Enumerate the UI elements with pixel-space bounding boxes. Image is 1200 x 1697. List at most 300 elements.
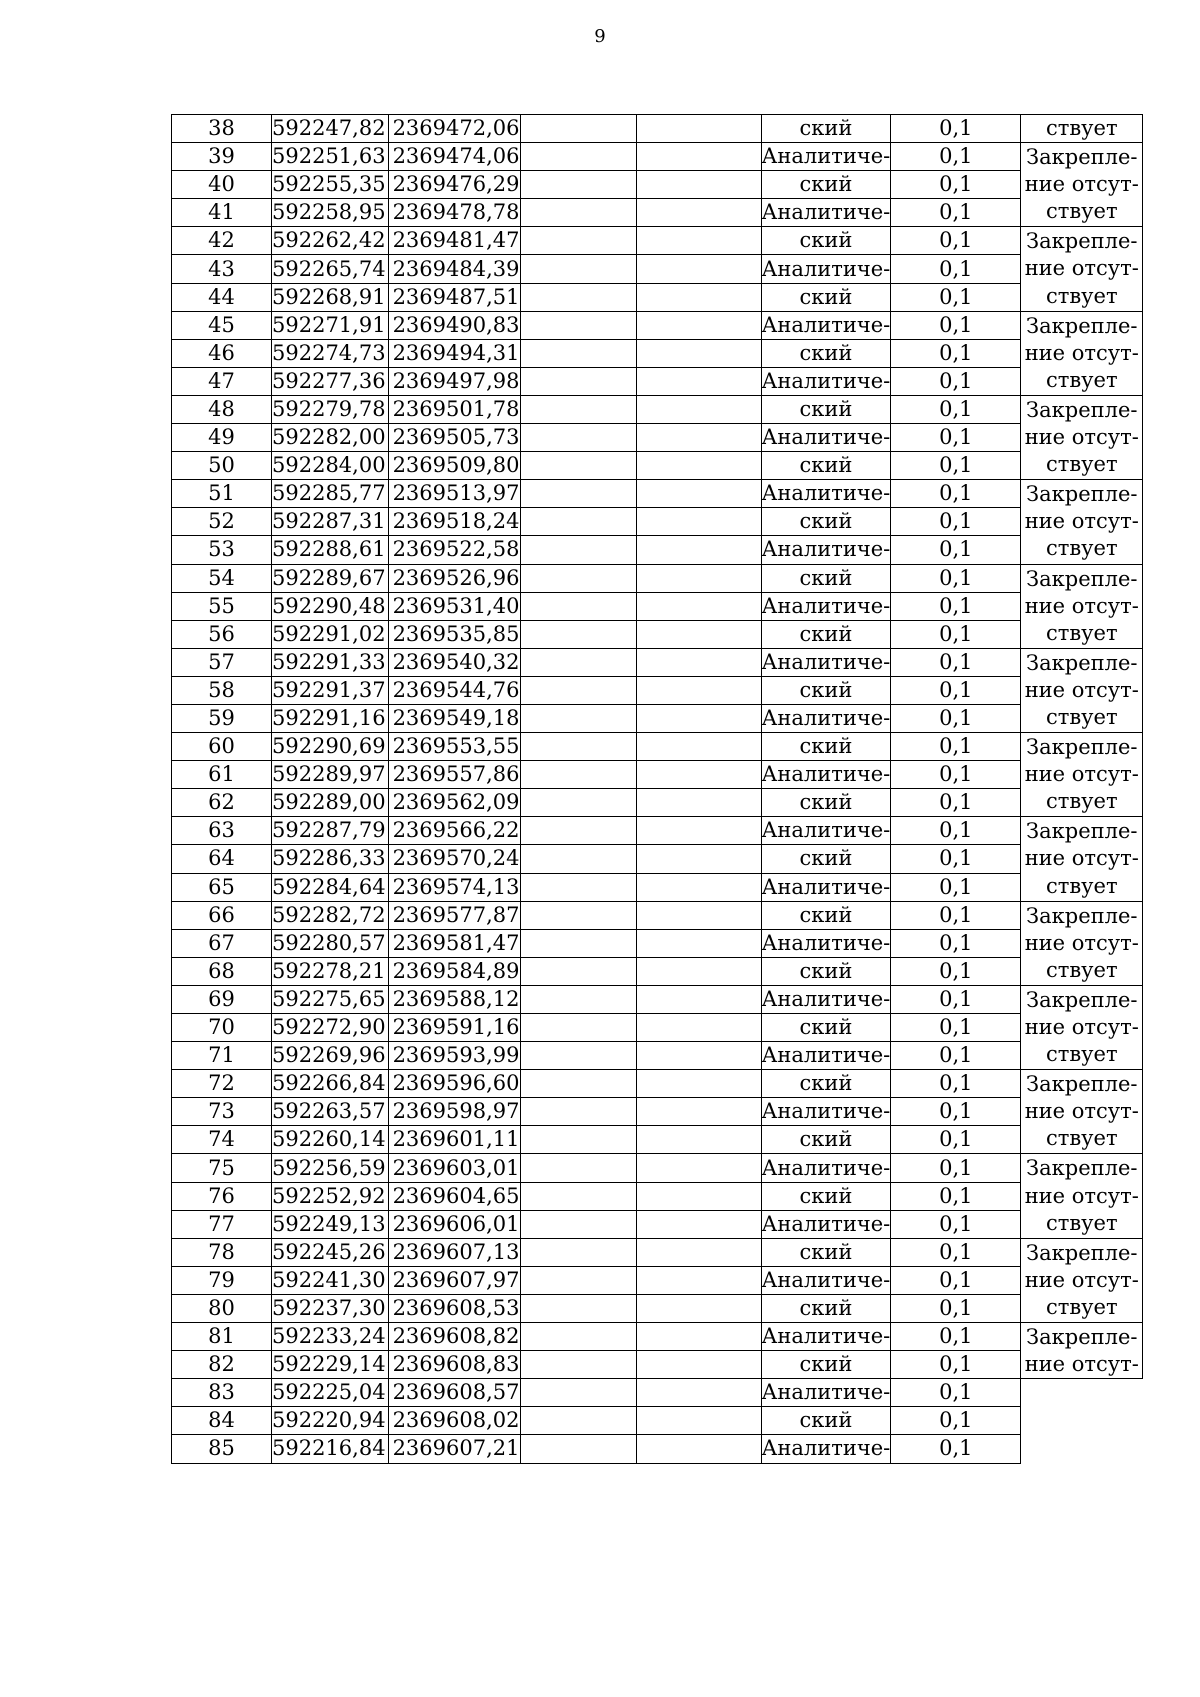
y-coordinate-cell: 2369505,73	[388, 424, 520, 452]
accuracy-cell: 0,1	[891, 1210, 1021, 1238]
x-coordinate-cell: 592247,82	[272, 115, 389, 143]
x-coordinate-cell: 592265,74	[272, 255, 389, 283]
table-row	[172, 929, 1143, 957]
accuracy-cell: 0,1	[891, 620, 1021, 648]
x-coordinate-cell: 592282,00	[272, 424, 389, 452]
x-coordinate-cell: 592280,57	[272, 929, 389, 957]
x-coordinate-cell: 592241,30	[272, 1266, 389, 1294]
y-coordinate-cell: 2369607,13	[388, 1238, 520, 1266]
method-cell: ский	[761, 733, 891, 761]
y-coordinate-cell: 2369494,31	[388, 339, 520, 367]
empty-cell-1	[520, 704, 636, 732]
y-coordinate-cell: 2369603,01	[388, 1154, 520, 1182]
x-coordinate-cell: 592289,00	[272, 789, 389, 817]
x-coordinate-cell: 592279,78	[272, 395, 389, 423]
empty-cell-2	[636, 929, 761, 957]
method-cell: ский	[761, 1070, 891, 1098]
table-row	[172, 339, 1143, 367]
method-cell: ский	[761, 1351, 891, 1379]
point-number-cell: 83	[172, 1379, 272, 1407]
method-cell: ский	[761, 845, 891, 873]
method-cell: ский	[761, 227, 891, 255]
empty-cell-2	[636, 1098, 761, 1126]
accuracy-cell: 0,1	[891, 1379, 1021, 1407]
accuracy-cell: 0,1	[891, 424, 1021, 452]
accuracy-cell: 0,1	[891, 676, 1021, 704]
empty-cell-2	[636, 1126, 761, 1154]
fixing-text-line: Закрепле-	[1026, 229, 1138, 254]
point-number-cell: 81	[172, 1323, 272, 1351]
fixing-text-line: ние отсут-	[1024, 593, 1139, 618]
table-row	[172, 985, 1143, 1013]
accuracy-cell: 0,1	[891, 1407, 1021, 1435]
table-row	[172, 1266, 1143, 1294]
accuracy-cell: 0,1	[891, 704, 1021, 732]
y-coordinate-cell: 2369581,47	[388, 929, 520, 957]
table-row	[172, 873, 1143, 901]
y-coordinate-cell: 2369570,24	[388, 845, 520, 873]
method-cell: Аналитиче-	[761, 199, 891, 227]
x-coordinate-cell: 592287,31	[272, 508, 389, 536]
y-coordinate-cell: 2369607,97	[388, 1266, 520, 1294]
fixing-cell	[1021, 901, 1143, 985]
point-number-cell: 71	[172, 1042, 272, 1070]
accuracy-cell: 0,1	[891, 255, 1021, 283]
point-number-cell: 74	[172, 1126, 272, 1154]
fixing-text-line: ствует	[1045, 1126, 1118, 1151]
empty-cell-2	[636, 1238, 761, 1266]
point-number-cell: 51	[172, 480, 272, 508]
table-row	[172, 143, 1143, 171]
table-row	[172, 704, 1143, 732]
accuracy-cell: 0,1	[891, 1351, 1021, 1379]
empty-cell-1	[520, 1294, 636, 1322]
method-cell: Аналитиче-	[761, 1098, 891, 1126]
fixing-cell	[1021, 1154, 1143, 1238]
method-cell: Аналитиче-	[761, 592, 891, 620]
y-coordinate-cell: 2369593,99	[388, 1042, 520, 1070]
table-row	[172, 564, 1143, 592]
method-cell: Аналитиче-	[761, 480, 891, 508]
fixing-text-line: Закрепле-	[1026, 566, 1138, 591]
table-row	[172, 845, 1143, 873]
empty-cell-2	[636, 564, 761, 592]
x-coordinate-cell: 592263,57	[272, 1098, 389, 1126]
empty-cell-2	[636, 704, 761, 732]
fixing-text-line: ние отсут-	[1024, 425, 1139, 450]
empty-cell-1	[520, 648, 636, 676]
fixing-text-line: ствует	[1045, 452, 1118, 477]
fixing-text-line: Закрепле-	[1026, 145, 1138, 170]
empty-cell-2	[636, 620, 761, 648]
empty-cell-1	[520, 817, 636, 845]
fixing-text-line: ние отсут-	[1024, 172, 1139, 197]
table-row	[172, 1435, 1143, 1463]
table-row	[172, 395, 1143, 423]
y-coordinate-cell: 2369540,32	[388, 648, 520, 676]
empty-cell-1	[520, 1014, 636, 1042]
empty-cell-1	[520, 171, 636, 199]
y-coordinate-cell: 2369518,24	[388, 508, 520, 536]
empty-cell-1	[520, 1238, 636, 1266]
empty-cell-1	[520, 1407, 636, 1435]
method-cell: ский	[761, 1294, 891, 1322]
empty-cell-2	[636, 985, 761, 1013]
empty-cell-1	[520, 1351, 636, 1379]
table-row	[172, 1210, 1143, 1238]
table-row	[172, 817, 1143, 845]
method-cell: Аналитиче-	[761, 424, 891, 452]
y-coordinate-cell: 2369531,40	[388, 592, 520, 620]
empty-cell-1	[520, 564, 636, 592]
empty-cell-1	[520, 1210, 636, 1238]
accuracy-cell: 0,1	[891, 115, 1021, 143]
y-coordinate-cell: 2369522,58	[388, 536, 520, 564]
empty-cell-2	[636, 452, 761, 480]
x-coordinate-cell: 592277,36	[272, 367, 389, 395]
empty-cell-2	[636, 789, 761, 817]
fixing-text-line: ствует	[1045, 1210, 1118, 1235]
table-row	[172, 255, 1143, 283]
fixing-text-line: ние отсут-	[1024, 340, 1139, 365]
point-number-cell: 68	[172, 957, 272, 985]
fixing-text-line: ствует	[1045, 620, 1118, 645]
method-cell: ский	[761, 620, 891, 648]
accuracy-cell: 0,1	[891, 1126, 1021, 1154]
fixing-text-line: Закрепле-	[1026, 987, 1138, 1012]
y-coordinate-cell: 2369478,78	[388, 199, 520, 227]
empty-cell-2	[636, 367, 761, 395]
y-coordinate-cell: 2369608,83	[388, 1351, 520, 1379]
accuracy-cell: 0,1	[891, 564, 1021, 592]
method-cell: Аналитиче-	[761, 367, 891, 395]
x-coordinate-cell: 592288,61	[272, 536, 389, 564]
table-row	[172, 1126, 1143, 1154]
empty-cell-2	[636, 873, 761, 901]
empty-cell-2	[636, 199, 761, 227]
table-row	[172, 789, 1143, 817]
x-coordinate-cell: 592291,37	[272, 676, 389, 704]
point-number-cell: 54	[172, 564, 272, 592]
point-number-cell: 38	[172, 115, 272, 143]
point-number-cell: 43	[172, 255, 272, 283]
table-row	[172, 592, 1143, 620]
accuracy-cell: 0,1	[891, 508, 1021, 536]
point-number-cell: 75	[172, 1154, 272, 1182]
empty-cell-2	[636, 171, 761, 199]
method-cell: ский	[761, 508, 891, 536]
method-cell: Аналитиче-	[761, 1154, 891, 1182]
table-row	[172, 1323, 1143, 1351]
accuracy-cell: 0,1	[891, 480, 1021, 508]
x-coordinate-cell: 592269,96	[272, 1042, 389, 1070]
fixing-cell	[1021, 311, 1143, 395]
x-coordinate-cell: 592291,02	[272, 620, 389, 648]
fixing-text-line: Закрепле-	[1026, 313, 1138, 338]
point-number-cell: 79	[172, 1266, 272, 1294]
method-cell: Аналитиче-	[761, 648, 891, 676]
empty-cell-1	[520, 985, 636, 1013]
empty-cell-1	[520, 1098, 636, 1126]
y-coordinate-cell: 2369608,57	[388, 1379, 520, 1407]
method-cell: Аналитиче-	[761, 1210, 891, 1238]
method-cell: Аналитиче-	[761, 985, 891, 1013]
accuracy-cell: 0,1	[891, 1294, 1021, 1322]
table-row	[172, 1351, 1143, 1379]
table-row	[172, 901, 1143, 929]
table-row	[172, 311, 1143, 339]
empty-cell-1	[520, 929, 636, 957]
method-cell: Аналитиче-	[761, 817, 891, 845]
accuracy-cell: 0,1	[891, 395, 1021, 423]
accuracy-cell: 0,1	[891, 1435, 1021, 1463]
empty-cell-1	[520, 395, 636, 423]
empty-cell-2	[636, 508, 761, 536]
empty-cell-2	[636, 761, 761, 789]
y-coordinate-cell: 2369484,39	[388, 255, 520, 283]
accuracy-cell: 0,1	[891, 283, 1021, 311]
table-row	[172, 1182, 1143, 1210]
x-coordinate-cell: 592258,95	[272, 199, 389, 227]
empty-cell-1	[520, 957, 636, 985]
empty-cell-1	[520, 592, 636, 620]
empty-cell-2	[636, 957, 761, 985]
empty-cell-2	[636, 592, 761, 620]
point-number-cell: 56	[172, 620, 272, 648]
x-coordinate-cell: 592291,33	[272, 648, 389, 676]
empty-cell-1	[520, 424, 636, 452]
method-cell: ский	[761, 1014, 891, 1042]
x-coordinate-cell: 592256,59	[272, 1154, 389, 1182]
table-row	[172, 283, 1143, 311]
fixing-cell	[1021, 985, 1143, 1069]
empty-cell-2	[636, 817, 761, 845]
x-coordinate-cell: 592286,33	[272, 845, 389, 873]
x-coordinate-cell: 592271,91	[272, 311, 389, 339]
point-number-cell: 80	[172, 1294, 272, 1322]
fixing-text-line: ствует	[1045, 116, 1118, 140]
accuracy-cell: 0,1	[891, 199, 1021, 227]
page-number: 9	[594, 26, 606, 47]
point-number-cell: 59	[172, 704, 272, 732]
fixing-text-line: ние отсут-	[1024, 762, 1139, 787]
empty-cell-2	[636, 1407, 761, 1435]
accuracy-cell: 0,1	[891, 339, 1021, 367]
point-number-cell: 62	[172, 789, 272, 817]
fixing-text-line: Закрепле-	[1026, 397, 1138, 422]
empty-cell-1	[520, 480, 636, 508]
x-coordinate-cell: 592225,04	[272, 1379, 389, 1407]
method-cell: Аналитиче-	[761, 1435, 891, 1463]
empty-cell-2	[636, 480, 761, 508]
y-coordinate-cell: 2369598,97	[388, 1098, 520, 1126]
table-row	[172, 648, 1143, 676]
table-row	[172, 1294, 1143, 1322]
empty-cell-1	[520, 508, 636, 536]
method-cell: ский	[761, 452, 891, 480]
point-number-cell: 69	[172, 985, 272, 1013]
table-row	[172, 227, 1143, 255]
x-coordinate-cell: 592284,00	[272, 452, 389, 480]
empty-cell-2	[636, 339, 761, 367]
empty-cell-1	[520, 733, 636, 761]
method-cell: ский	[761, 564, 891, 592]
empty-cell-2	[636, 1182, 761, 1210]
empty-cell-2	[636, 648, 761, 676]
empty-cell-1	[520, 255, 636, 283]
empty-cell-2	[636, 1014, 761, 1042]
table-body	[172, 115, 1143, 1464]
x-coordinate-cell: 592266,84	[272, 1070, 389, 1098]
empty-cell-1	[520, 901, 636, 929]
empty-cell-1	[520, 1126, 636, 1154]
method-cell: Аналитиче-	[761, 1323, 891, 1351]
empty-cell-1	[520, 676, 636, 704]
fixing-text-line: Закрепле-	[1026, 482, 1138, 507]
x-coordinate-cell: 592237,30	[272, 1294, 389, 1322]
point-number-cell: 76	[172, 1182, 272, 1210]
point-number-cell: 73	[172, 1098, 272, 1126]
y-coordinate-cell: 2369526,96	[388, 564, 520, 592]
empty-cell-1	[520, 339, 636, 367]
x-coordinate-cell: 592268,91	[272, 283, 389, 311]
x-coordinate-cell: 592272,90	[272, 1014, 389, 1042]
fixing-cell	[1021, 1238, 1143, 1322]
empty-cell-1	[520, 620, 636, 648]
table-row	[172, 1154, 1143, 1182]
point-number-cell: 70	[172, 1014, 272, 1042]
accuracy-cell: 0,1	[891, 1070, 1021, 1098]
x-coordinate-cell: 592289,97	[272, 761, 389, 789]
empty-cell-2	[636, 1266, 761, 1294]
y-coordinate-cell: 2369601,11	[388, 1126, 520, 1154]
empty-cell-1	[520, 283, 636, 311]
accuracy-cell: 0,1	[891, 1042, 1021, 1070]
y-coordinate-cell: 2369574,13	[388, 873, 520, 901]
method-cell: ский	[761, 1407, 891, 1435]
fixing-text-line: ствует	[1045, 283, 1118, 308]
table-row	[172, 1042, 1143, 1070]
point-number-cell: 42	[172, 227, 272, 255]
y-coordinate-cell: 2369608,02	[388, 1407, 520, 1435]
empty-cell-1	[520, 1154, 636, 1182]
empty-cell-1	[520, 1323, 636, 1351]
x-coordinate-cell: 592278,21	[272, 957, 389, 985]
fixing-text-line: ние отсут-	[1024, 1183, 1139, 1208]
fixing-text-line: ствует	[1045, 1042, 1118, 1067]
table-row	[172, 536, 1143, 564]
empty-cell-1	[520, 789, 636, 817]
y-coordinate-cell: 2369535,85	[388, 620, 520, 648]
accuracy-cell: 0,1	[891, 901, 1021, 929]
empty-cell-2	[636, 395, 761, 423]
empty-cell-1	[520, 1379, 636, 1407]
fixing-text-line: ние отсут-	[1024, 256, 1139, 281]
fixing-cell	[1021, 227, 1143, 311]
table-row	[172, 1098, 1143, 1126]
coordinates-table	[171, 114, 1143, 1464]
fixing-text-line: ние отсут-	[1024, 1099, 1139, 1124]
point-number-cell: 41	[172, 199, 272, 227]
fixing-text-line: ствует	[1045, 789, 1118, 814]
y-coordinate-cell: 2369604,65	[388, 1182, 520, 1210]
y-coordinate-cell: 2369487,51	[388, 283, 520, 311]
x-coordinate-cell: 592285,77	[272, 480, 389, 508]
empty-cell-1	[520, 1435, 636, 1463]
method-cell: Аналитиче-	[761, 873, 891, 901]
y-coordinate-cell: 2369584,89	[388, 957, 520, 985]
point-number-cell: 46	[172, 339, 272, 367]
table-row	[172, 480, 1143, 508]
method-cell: ский	[761, 789, 891, 817]
y-coordinate-cell: 2369596,60	[388, 1070, 520, 1098]
y-coordinate-cell: 2369562,09	[388, 789, 520, 817]
method-cell: ский	[761, 283, 891, 311]
x-coordinate-cell: 592251,63	[272, 143, 389, 171]
empty-cell-2	[636, 311, 761, 339]
table-row	[172, 424, 1143, 452]
empty-cell-2	[636, 845, 761, 873]
method-cell: Аналитиче-	[761, 704, 891, 732]
y-coordinate-cell: 2369472,06	[388, 115, 520, 143]
accuracy-cell: 0,1	[891, 817, 1021, 845]
table-row	[172, 1014, 1143, 1042]
accuracy-cell: 0,1	[891, 761, 1021, 789]
accuracy-cell: 0,1	[891, 227, 1021, 255]
point-number-cell: 39	[172, 143, 272, 171]
point-number-cell: 48	[172, 395, 272, 423]
point-number-cell: 84	[172, 1407, 272, 1435]
fixing-text-line: Закрепле-	[1026, 1072, 1138, 1097]
method-cell: ский	[761, 395, 891, 423]
y-coordinate-cell: 2369566,22	[388, 817, 520, 845]
empty-cell-2	[636, 227, 761, 255]
y-coordinate-cell: 2369591,16	[388, 1014, 520, 1042]
y-coordinate-cell: 2369557,86	[388, 761, 520, 789]
method-cell: ский	[761, 115, 891, 143]
point-number-cell: 53	[172, 536, 272, 564]
accuracy-cell: 0,1	[891, 1182, 1021, 1210]
empty-cell-2	[636, 733, 761, 761]
point-number-cell: 45	[172, 311, 272, 339]
x-coordinate-cell: 592252,92	[272, 1182, 389, 1210]
empty-cell-1	[520, 143, 636, 171]
point-number-cell: 64	[172, 845, 272, 873]
method-cell: Аналитиче-	[761, 761, 891, 789]
fixing-cell	[1021, 1070, 1143, 1154]
x-coordinate-cell: 592260,14	[272, 1126, 389, 1154]
point-number-cell: 52	[172, 508, 272, 536]
fixing-text-line: ние отсут-	[1024, 677, 1139, 702]
table-row	[172, 1238, 1143, 1266]
y-coordinate-cell: 2369476,29	[388, 171, 520, 199]
table-row	[172, 171, 1143, 199]
point-number-cell: 85	[172, 1435, 272, 1463]
point-number-cell: 50	[172, 452, 272, 480]
fixing-cell	[1021, 115, 1143, 143]
method-cell: ский	[761, 901, 891, 929]
method-cell: Аналитиче-	[761, 143, 891, 171]
y-coordinate-cell: 2369588,12	[388, 985, 520, 1013]
method-cell: ский	[761, 1238, 891, 1266]
empty-cell-2	[636, 255, 761, 283]
fixing-text-line: ствует	[1045, 1294, 1118, 1319]
point-number-cell: 61	[172, 761, 272, 789]
empty-cell-2	[636, 1435, 761, 1463]
y-coordinate-cell: 2369497,98	[388, 367, 520, 395]
empty-cell-1	[520, 1182, 636, 1210]
fixing-text-line: ние отсут-	[1024, 846, 1139, 871]
